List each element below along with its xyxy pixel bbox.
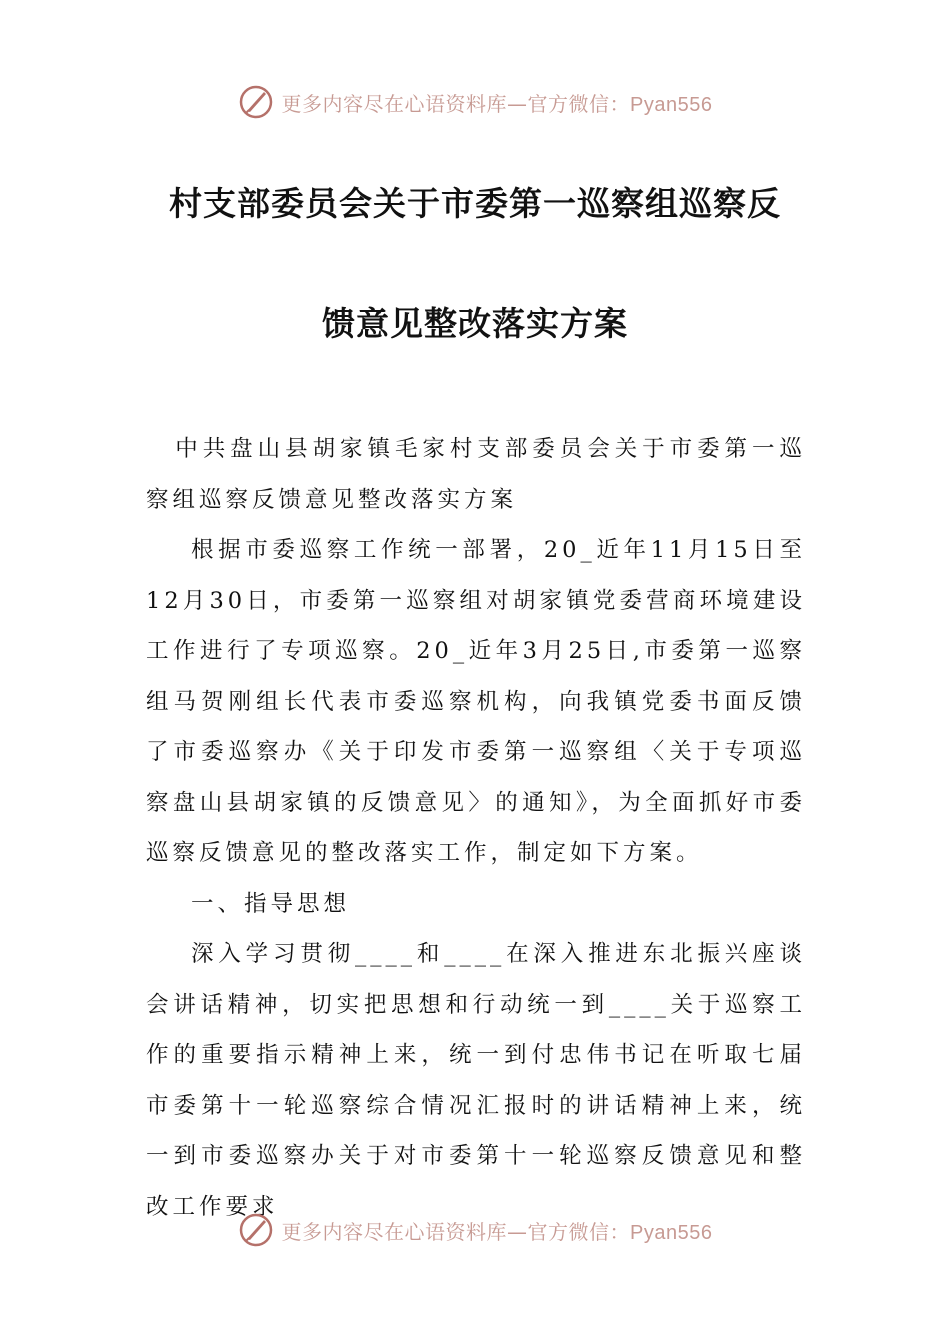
watermark-text: 更多内容尽在心语资料库—官方微信：Pyan556 — [281, 1219, 713, 1244]
quill-pen-logo-icon — [238, 1212, 274, 1248]
paragraph-background: 根据市委巡察工作统一部署，20_近年11月15日至12月30日，市委第一巡察组对胡家镇党委营商环境建设工作进行了专项巡察。20_近年3月25日,市委第一巡察组马贺刚组长代表市委巡察机构，向我镇党委书面反馈了市委巡察办《关于印发市委第一巡察组〈关于专项巡察盘山县胡家镇的反馈意见〉的通知》，为全面抓好市委巡察反馈意见的整改落实工作，制定如下方案。 — [146, 537, 806, 866]
document-title-line-1: 村支部委员会关于市委第一巡察组巡察反 — [169, 184, 781, 223]
document-title-line-2: 馈意见整改落实方案 — [322, 304, 628, 343]
footer-watermark — [0, 1208, 950, 1252]
quill-pen-logo-icon — [238, 84, 274, 120]
watermark-text: 更多内容尽在心语资料库—官方微信：Pyan556 — [281, 91, 713, 116]
paragraph-org-heading: 中共盘山县胡家镇毛家村支部委员会关于市委第一巡察组巡察反馈意见整改落实方案 — [146, 436, 806, 513]
header-watermark — [0, 80, 950, 124]
paragraph-guiding-ideology: 深入学习贯彻____和____在深入推进东北振兴座谈会讲话精神，切实把思想和行动统一到____关于巡察工作的重要指示精神上来，统一到付忠伟书记在听取七届市委第十一轮巡察综合情况汇报时的讲话精神上来，统一到市委巡察办关于对市委第十一轮巡察反馈意见和整改工作要求 — [146, 941, 806, 1220]
document-body — [146, 424, 806, 1232]
section-heading-guiding-ideology: 一、指导思想 — [191, 890, 351, 917]
